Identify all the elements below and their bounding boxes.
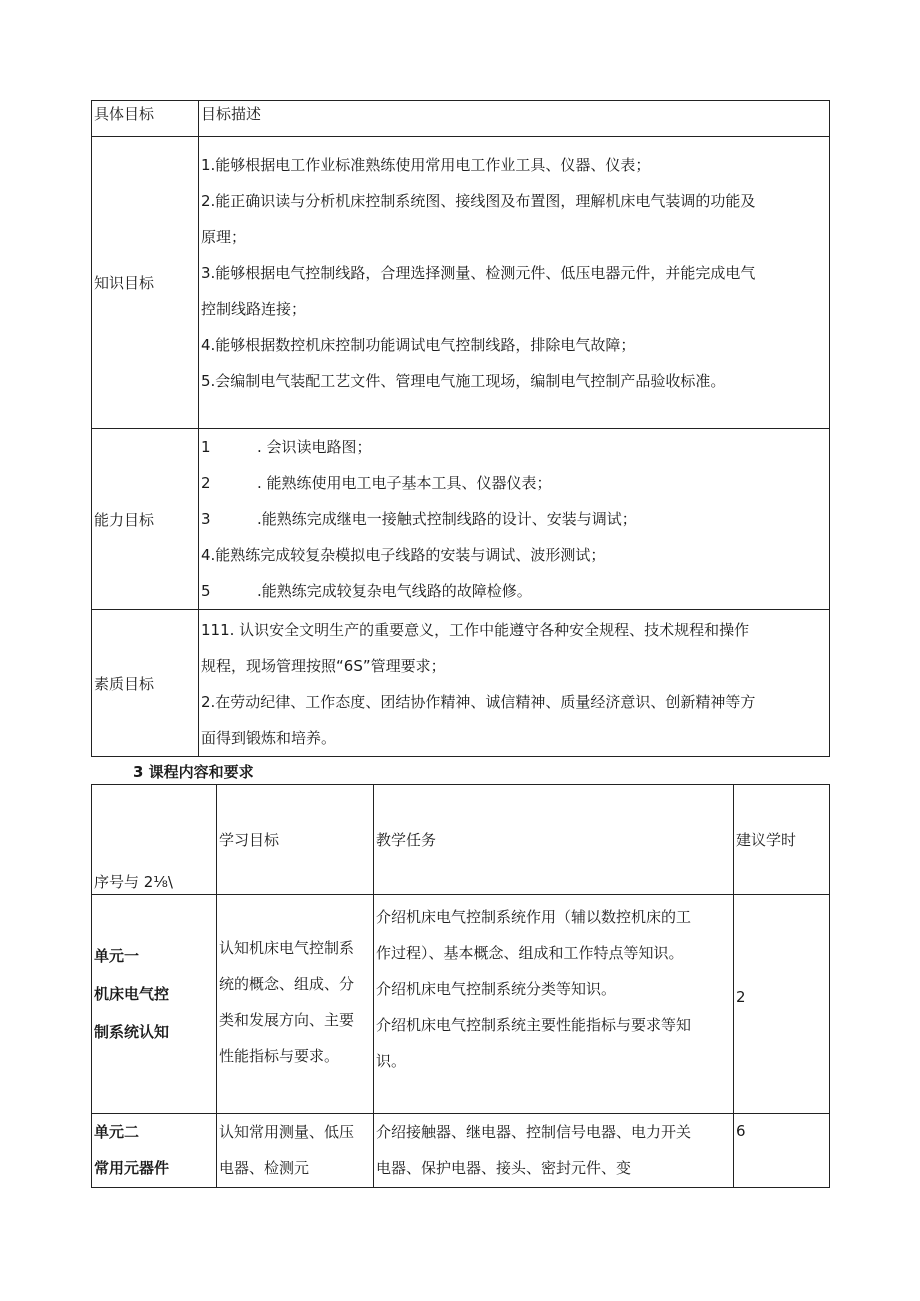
header-col-serial: 序号与 2⅛\ xyxy=(92,785,217,895)
ability-item xyxy=(201,573,829,609)
learning-goal-line: 电器、检测元 xyxy=(219,1159,310,1177)
learning-goal-line: 性能指标与要求。 xyxy=(219,1047,340,1065)
knowledge-label: 知识目标 xyxy=(92,137,199,429)
knowledge-item: 控制线路连接； xyxy=(201,300,307,318)
ability-item-number: 3 xyxy=(201,510,211,528)
quality-item: 规程，现场管理按照“6S”管理要求； xyxy=(201,657,446,675)
teaching-task-line: 电器、保护电器、接头、密封元件、变 xyxy=(376,1159,632,1177)
teaching-task-line: 作过程）、基本概念、组成和工作特点等知识。 xyxy=(376,944,684,962)
ability-row xyxy=(92,429,830,610)
quality-row xyxy=(92,610,830,757)
learning-goal-line: 统的概念、组成、分 xyxy=(219,975,355,993)
unit-name-line: 单元一 xyxy=(94,947,140,965)
knowledge-item: 2.能正确识读与分析机床控制系统图、接线图及布置图，理解机床电气装调的功能及 xyxy=(201,192,756,210)
knowledge-item: 5.会编制电气装配工艺文件、管理电气施工现场，编制电气控制产品验收标准。 xyxy=(201,372,726,390)
ability-item-number: 1 xyxy=(201,438,211,456)
learning-goal-line: 类和发展方向、主要 xyxy=(219,1011,355,1029)
ability-item-text: .能熟练完成较复杂电气线路的故障检修。 xyxy=(257,582,532,600)
unit-name-line: 机床电气控 xyxy=(94,985,170,1003)
teaching-task-line: 识。 xyxy=(376,1052,407,1070)
teaching-task-line: 介绍机床电气控制系统作用（辅以数控机床的工 xyxy=(376,908,692,926)
unit-name-line: 单元二 xyxy=(94,1123,140,1141)
ability-item xyxy=(201,501,829,537)
teaching-tasks xyxy=(374,895,734,1114)
header-col-goal-description: 目标描述 xyxy=(199,101,830,137)
ability-item-number: 2 xyxy=(201,474,211,492)
table-row xyxy=(92,895,830,1114)
unit-name-line: 常用元器件 xyxy=(94,1159,170,1177)
knowledge-description xyxy=(199,137,830,429)
course-header-row xyxy=(92,785,830,895)
objectives-table xyxy=(91,100,830,757)
ability-item-text: . 能熟练使用电工电子基本工具、仪器仪表； xyxy=(257,474,552,492)
ability-label: 能力目标 xyxy=(92,429,199,610)
course-content-table xyxy=(91,784,830,1188)
ability-item xyxy=(201,465,829,501)
unit-name xyxy=(92,1114,217,1188)
unit-name xyxy=(92,895,217,1114)
section-title: 3 课程内容和要求 xyxy=(133,763,254,781)
suggested-hours: 6 xyxy=(734,1114,830,1188)
quality-item: 面得到锻炼和培养。 xyxy=(201,729,337,747)
learning-goal xyxy=(217,1114,374,1188)
ability-item-text: . 会识读电路图； xyxy=(257,438,372,456)
quality-description xyxy=(199,610,830,757)
ability-item-text: .能熟练完成继电一接触式控制线路的设计、安装与调试； xyxy=(257,510,637,528)
learning-goal-line: 认知机床电气控制系 xyxy=(219,939,355,957)
ability-item xyxy=(201,537,829,573)
ability-item-text: 4.能熟练完成较复杂模拟电子线路的安装与调试、波形测试； xyxy=(201,546,606,564)
teaching-task-line: 介绍机床电气控制系统分类等知识。 xyxy=(376,980,617,998)
teaching-task-line: 介绍接触器、继电器、控制信号电器、电力开关 xyxy=(376,1123,692,1141)
knowledge-item: 3.能够根据电气控制线路，合理选择测量、检测元件、低压电器元件，并能完成电气 xyxy=(201,264,756,282)
knowledge-item: 4.能够根据数控机床控制功能调试电气控制线路，排除电气故障； xyxy=(201,336,636,354)
quality-item: 2.在劳动纪律、工作态度、团结协作精神、诚信精神、质量经济意识、创新精神等方 xyxy=(201,693,756,711)
table-row xyxy=(92,1114,830,1188)
learning-goal xyxy=(217,895,374,1114)
header-col-suggested-hours: 建议学时 xyxy=(734,785,830,895)
knowledge-item: 1.能够根据电工作业标准熟练使用常用电工作业工具、仪器、仪表； xyxy=(201,156,651,174)
learning-goal-line: 认知常用测量、低压 xyxy=(219,1123,355,1141)
ability-item xyxy=(201,429,829,465)
header-col-teaching-tasks: 教学任务 xyxy=(374,785,734,895)
teaching-task-line: 介绍机床电气控制系统主要性能指标与要求等知 xyxy=(376,1016,692,1034)
quality-item: 111. 认识安全文明生产的重要意义，工作中能遵守各种安全规程、技术规程和操作 xyxy=(201,621,750,639)
suggested-hours: 2 xyxy=(734,895,830,1114)
ability-item-number: 5 xyxy=(201,582,211,600)
header-col-learning-goal: 学习目标 xyxy=(217,785,374,895)
quality-label: 素质目标 xyxy=(92,610,199,757)
header-col-specific-goal: 具体目标 xyxy=(92,101,199,137)
knowledge-row xyxy=(92,137,830,429)
ability-description xyxy=(199,429,830,610)
objectives-header-row xyxy=(92,101,830,137)
unit-name-line: 制系统认知 xyxy=(94,1023,170,1041)
knowledge-item: 原理； xyxy=(201,228,247,246)
teaching-tasks xyxy=(374,1114,734,1188)
